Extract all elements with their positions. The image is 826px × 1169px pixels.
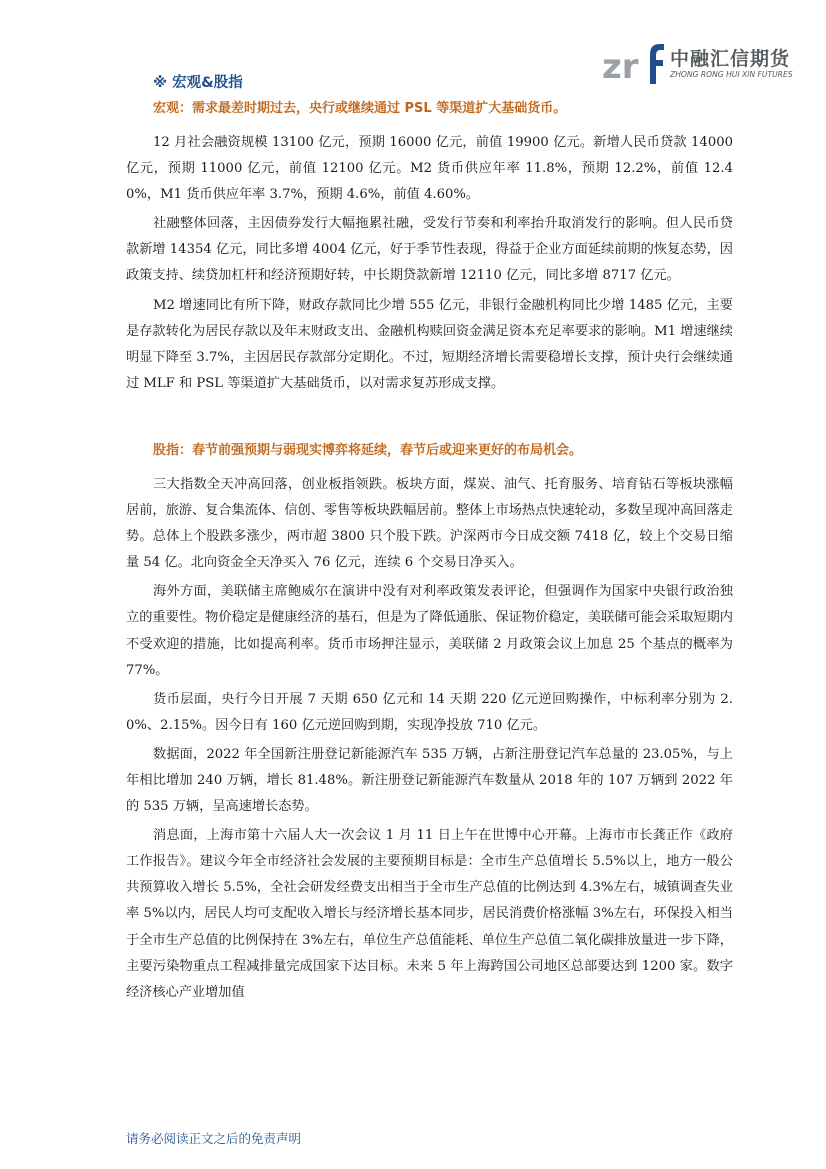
- equity-heading: 股指：春节前强预期与弱现实博弈将延续，春节后或迎来更好的布局机会。: [153, 442, 583, 458]
- equity-paragraph: 海外方面，美联储主席鲍威尔在演讲中没有对利率政策发表评论，但强调作为国家中央银行政治独立的重要性。物价稳定是健康经济的基石，但是为了降低通胀、保证物价稳定，美联储可能会采取短期内不受欢迎的措施，比如提高利率。货币市场押注显示，美联储 2 月政策会议上加息 25 个基点的概率为 77%。: [126, 584, 733, 678]
- report-body: [126, 96, 733, 1009]
- equity-paragraph: 消息面，上海市第十六届人大一次会议 1 月 11 日上午在世博中心开幕。上海市市长龚正作《政府工作报告》。建议今年全市经济社会发展的主要预期目标是：全市生产总值增长 5.5%以上，地方一般公共预算收入增长 5.5%，全社会研发经费支出相当于全市生产总值的比例达到 4.3%左右，城镇调查失业率 5%以内，居民人均可支配收入增长与经济增长基本同步，居民消费价格涨幅 3%左右，环保投入相当于全市生产总值的比例保持在 3%左右，单位生产总值能耗、单位生产总值二氧化碳排放量进一步下降，主要污染物重点工程减排量完成国家下达目标。未来 5 年上海跨国公司地区总部要达到 1200 家。数字经济核心产业增加值: [126, 828, 733, 1000]
- equity-paragraph: 货币层面，央行今日开展 7 天期 650 亿元和 14 天期 220 亿元逆回购操作，中标利率分别为 2.0%、2.15%。因今日有 160 亿元逆回购到期，实现净投放 710 亿元。: [126, 691, 733, 733]
- zrf-logo-icon: [600, 40, 666, 86]
- macro-paragraph: 12 月社会融资规模 13100 亿元，预期 16000 亿元，前值 19900 亿元。新增人民币贷款 14000 亿元，预期 11000 亿元，前值 12100 亿元。M2 货币供应年率 11.8%，预期 12.2%，前值 12.40%，M1 货币供应年率 3.7%，预期 4.6%，前值 4.60%。: [126, 135, 733, 203]
- svg-text:zr: zr: [602, 47, 639, 86]
- section-title: ※ 宏观&股指: [153, 75, 243, 91]
- equity-paragraph: 三大指数全天冲高回落，创业板指领跌。板块方面，煤炭、油气、托育服务、培育钻石等板块涨幅居前，旅游、复合集流体、信创、零售等板块跌幅居前。整体上市场热点快速轮动，多数呈现冲高回落走势。总体上个股跌多涨少，两市超 3800 只个股下跌。沪深两市今日成交额 7418 亿，较上个交易日缩量 54 亿。北向资金全天净买入 76 亿元，连续 6 个交易日净买入。: [126, 476, 733, 571]
- footer-disclaimer[interactable]: 请务必阅读正文之后的免责声明: [126, 1131, 302, 1146]
- logo-chinese-name: 中融汇信期货: [670, 48, 791, 70]
- equity-paragraph: 数据面，2022 年全国新注册登记新能源汽车 535 万辆，占新注册登记汽车总量的 23.05%，与上年相比增加 240 万辆，增长 81.48%。新注册登记新能源汽车数量从 2018 年的 107 万辆到 2022 年的 535 万辆，呈高速增长态势。: [126, 746, 733, 815]
- macro-paragraph: M2 增速同比有所下降，财政存款同比少增 555 亿元，非银行金融机构同比少增 1485 亿元，主要是存款转化为居民存款以及年末财政支出、金融机构赎回资金满足资本充足率要求的影响。M1 增速继续明显下降至 3.7%，主因居民存款部分定期化。不过，短期经济增长需要稳增长支撑，预计央行会继续通过 MLF 和 PSL 等渠道扩大基础货币，以对需求复苏形成支撑。: [126, 297, 733, 391]
- logo-english-name: ZHONG RONG HUI XIN FUTURES: [670, 70, 793, 79]
- section-spacer: [126, 400, 733, 438]
- company-logo: [600, 40, 800, 86]
- macro-heading: 宏观：需求最差时期过去，央行或继续通过 PSL 等渠道扩大基础货币。: [153, 101, 567, 116]
- macro-paragraph: 社融整体回落，主因债券发行大幅拖累社融，受发行节奏和利率抬升取消发行的影响。但人民币贷款新增 14354 亿元，同比多增 4004 亿元，好于季节性表现，得益于企业方面延续前期的恢复态势，因政策支持、续贷加杠杆和经济预期好转，中长期贷款新增 12110 亿元，同比多增 8717 亿元。: [126, 216, 733, 284]
